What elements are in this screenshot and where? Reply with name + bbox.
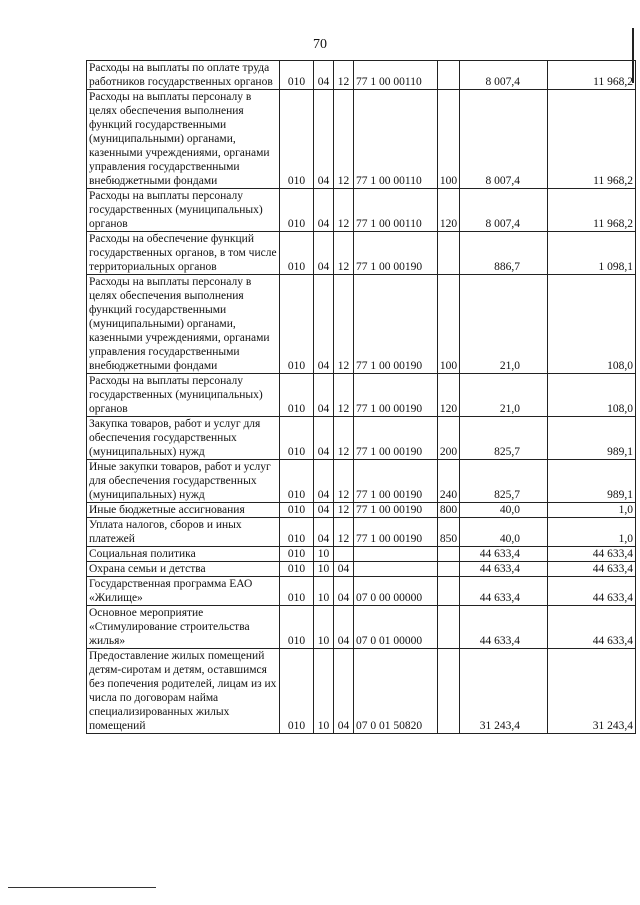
code-expense-type: 240 (438, 460, 460, 503)
code-section: 10 (314, 649, 334, 734)
table-row (87, 547, 636, 562)
row-name: Расходы на выплаты персоналу в целях обеспечения выполнения функций государственными (муниципальными) органами, казенными учреждениями, органами управления государственными внебюджетными фондами (87, 275, 280, 374)
code-expense-type: 850 (438, 518, 460, 547)
row-name: Закупка товаров, работ и услуг для обеспечения государственных (муниципальных) нужд (87, 417, 280, 460)
code-ministry: 010 (280, 649, 314, 734)
table-row (87, 649, 636, 734)
table-row (87, 374, 636, 417)
table-row (87, 90, 636, 189)
amount-year-1: 886,7 (460, 232, 548, 275)
code-subsection: 12 (334, 61, 354, 90)
code-expense-type: 120 (438, 189, 460, 232)
amount-year-2: 44 633,4 (548, 547, 636, 562)
amount-year-2: 44 633,4 (548, 606, 636, 649)
code-target: 77 1 00 00190 (354, 518, 438, 547)
code-subsection: 04 (334, 649, 354, 734)
code-section: 04 (314, 503, 334, 518)
row-name: Расходы на обеспечение функций государственных органов, в том числе территориальных органов (87, 232, 280, 275)
row-name: Основное мероприятие «Стимулирование строительства жилья» (87, 606, 280, 649)
code-section: 04 (314, 61, 334, 90)
amount-year-2: 44 633,4 (548, 562, 636, 577)
amount-year-1: 44 633,4 (460, 562, 548, 577)
code-expense-type: 200 (438, 417, 460, 460)
table-row (87, 518, 636, 547)
amount-year-2: 1,0 (548, 503, 636, 518)
code-ministry: 010 (280, 275, 314, 374)
code-ministry: 010 (280, 460, 314, 503)
amount-year-1: 40,0 (460, 503, 548, 518)
amount-year-1: 44 633,4 (460, 547, 548, 562)
code-ministry: 010 (280, 562, 314, 577)
row-name: Охрана семьи и детства (87, 562, 280, 577)
amount-year-2: 1 098,1 (548, 232, 636, 275)
amount-year-1: 8 007,4 (460, 61, 548, 90)
row-name: Уплата налогов, сборов и иных платежей (87, 518, 280, 547)
row-name: Государственная программа ЕАО «Жилище» (87, 577, 280, 606)
code-section: 04 (314, 374, 334, 417)
code-ministry: 010 (280, 577, 314, 606)
table-row (87, 562, 636, 577)
amount-year-1: 8 007,4 (460, 189, 548, 232)
row-name: Расходы на выплаты по оплате труда работников государственных органов (87, 61, 280, 90)
code-subsection: 12 (334, 374, 354, 417)
amount-year-2: 11 968,2 (548, 90, 636, 189)
code-ministry: 010 (280, 547, 314, 562)
amount-year-2: 31 243,4 (548, 649, 636, 734)
table-row (87, 606, 636, 649)
amount-year-2: 11 968,2 (548, 189, 636, 232)
table-row (87, 189, 636, 232)
row-name: Расходы на выплаты персоналу в целях обеспечения выполнения функций государственными (муниципальными) органами, казенными учреждениями, органами управления государственными внебюджетными фондами (87, 90, 280, 189)
code-expense-type (438, 562, 460, 577)
table-row (87, 503, 636, 518)
code-target: 07 0 01 50820 (354, 649, 438, 734)
code-ministry: 010 (280, 189, 314, 232)
code-subsection: 12 (334, 460, 354, 503)
code-ministry: 010 (280, 518, 314, 547)
amount-year-1: 31 243,4 (460, 649, 548, 734)
code-expense-type (438, 649, 460, 734)
code-subsection (334, 547, 354, 562)
code-target: 77 1 00 00190 (354, 417, 438, 460)
footer-rule (8, 887, 156, 888)
code-section: 04 (314, 232, 334, 275)
code-section: 10 (314, 577, 334, 606)
budget-table (86, 60, 636, 734)
amount-year-1: 825,7 (460, 417, 548, 460)
code-target: 77 1 00 00110 (354, 90, 438, 189)
amount-year-1: 44 633,4 (460, 577, 548, 606)
table-row (87, 460, 636, 503)
code-ministry: 010 (280, 90, 314, 189)
code-subsection: 12 (334, 90, 354, 189)
code-subsection: 04 (334, 562, 354, 577)
amount-year-2: 44 633,4 (548, 577, 636, 606)
amount-year-1: 825,7 (460, 460, 548, 503)
amount-year-2: 11 968,2 (548, 61, 636, 90)
row-name: Иные бюджетные ассигнования (87, 503, 280, 518)
table-row (87, 61, 636, 90)
code-section: 10 (314, 562, 334, 577)
code-target: 77 1 00 00190 (354, 460, 438, 503)
page-number: 70 (313, 37, 327, 52)
code-expense-type: 800 (438, 503, 460, 518)
code-subsection: 12 (334, 518, 354, 547)
table-row (87, 232, 636, 275)
code-ministry: 010 (280, 232, 314, 275)
code-target: 07 0 00 00000 (354, 577, 438, 606)
code-section: 10 (314, 606, 334, 649)
code-target: 77 1 00 00190 (354, 275, 438, 374)
code-section: 04 (314, 275, 334, 374)
code-subsection: 12 (334, 503, 354, 518)
code-subsection: 04 (334, 606, 354, 649)
amount-year-2: 1,0 (548, 518, 636, 547)
code-section: 04 (314, 417, 334, 460)
code-expense-type (438, 232, 460, 275)
table-row (87, 417, 636, 460)
amount-year-2: 989,1 (548, 417, 636, 460)
code-expense-type: 100 (438, 90, 460, 189)
code-expense-type: 100 (438, 275, 460, 374)
code-subsection: 12 (334, 275, 354, 374)
code-ministry: 010 (280, 606, 314, 649)
code-subsection: 04 (334, 577, 354, 606)
code-expense-type (438, 577, 460, 606)
amount-year-1: 21,0 (460, 275, 548, 374)
code-target (354, 547, 438, 562)
table-row (87, 577, 636, 606)
code-ministry: 010 (280, 503, 314, 518)
row-name: Расходы на выплаты персоналу государственных (муниципальных) органов (87, 189, 280, 232)
code-target: 77 1 00 00190 (354, 374, 438, 417)
code-target: 77 1 00 00110 (354, 61, 438, 90)
code-target (354, 562, 438, 577)
amount-year-2: 108,0 (548, 275, 636, 374)
code-target: 77 1 00 00110 (354, 189, 438, 232)
code-expense-type: 120 (438, 374, 460, 417)
code-expense-type (438, 61, 460, 90)
code-section: 04 (314, 90, 334, 189)
code-expense-type (438, 606, 460, 649)
code-subsection: 12 (334, 232, 354, 275)
row-name: Предоставление жилых помещений детям-сиротам и детям, оставшимся без попечения родителей, лицам из их числа по договорам найма специализированных жилых помещений (87, 649, 280, 734)
amount-year-1: 8 007,4 (460, 90, 548, 189)
amount-year-1: 40,0 (460, 518, 548, 547)
amount-year-1: 21,0 (460, 374, 548, 417)
amount-year-2: 989,1 (548, 460, 636, 503)
code-target: 77 1 00 00190 (354, 232, 438, 275)
amount-year-2: 108,0 (548, 374, 636, 417)
code-target: 77 1 00 00190 (354, 503, 438, 518)
code-expense-type (438, 547, 460, 562)
code-ministry: 010 (280, 61, 314, 90)
code-subsection: 12 (334, 189, 354, 232)
code-section: 04 (314, 189, 334, 232)
code-section: 04 (314, 460, 334, 503)
code-section: 10 (314, 547, 334, 562)
code-target: 07 0 01 00000 (354, 606, 438, 649)
row-name: Расходы на выплаты персоналу государственных (муниципальных) органов (87, 374, 280, 417)
code-ministry: 010 (280, 417, 314, 460)
table-row (87, 275, 636, 374)
amount-year-1: 44 633,4 (460, 606, 548, 649)
row-name: Социальная политика (87, 547, 280, 562)
code-section: 04 (314, 518, 334, 547)
code-subsection: 12 (334, 417, 354, 460)
code-ministry: 010 (280, 374, 314, 417)
row-name: Иные закупки товаров, работ и услуг для обеспечения государственных (муниципальных) нужд (87, 460, 280, 503)
